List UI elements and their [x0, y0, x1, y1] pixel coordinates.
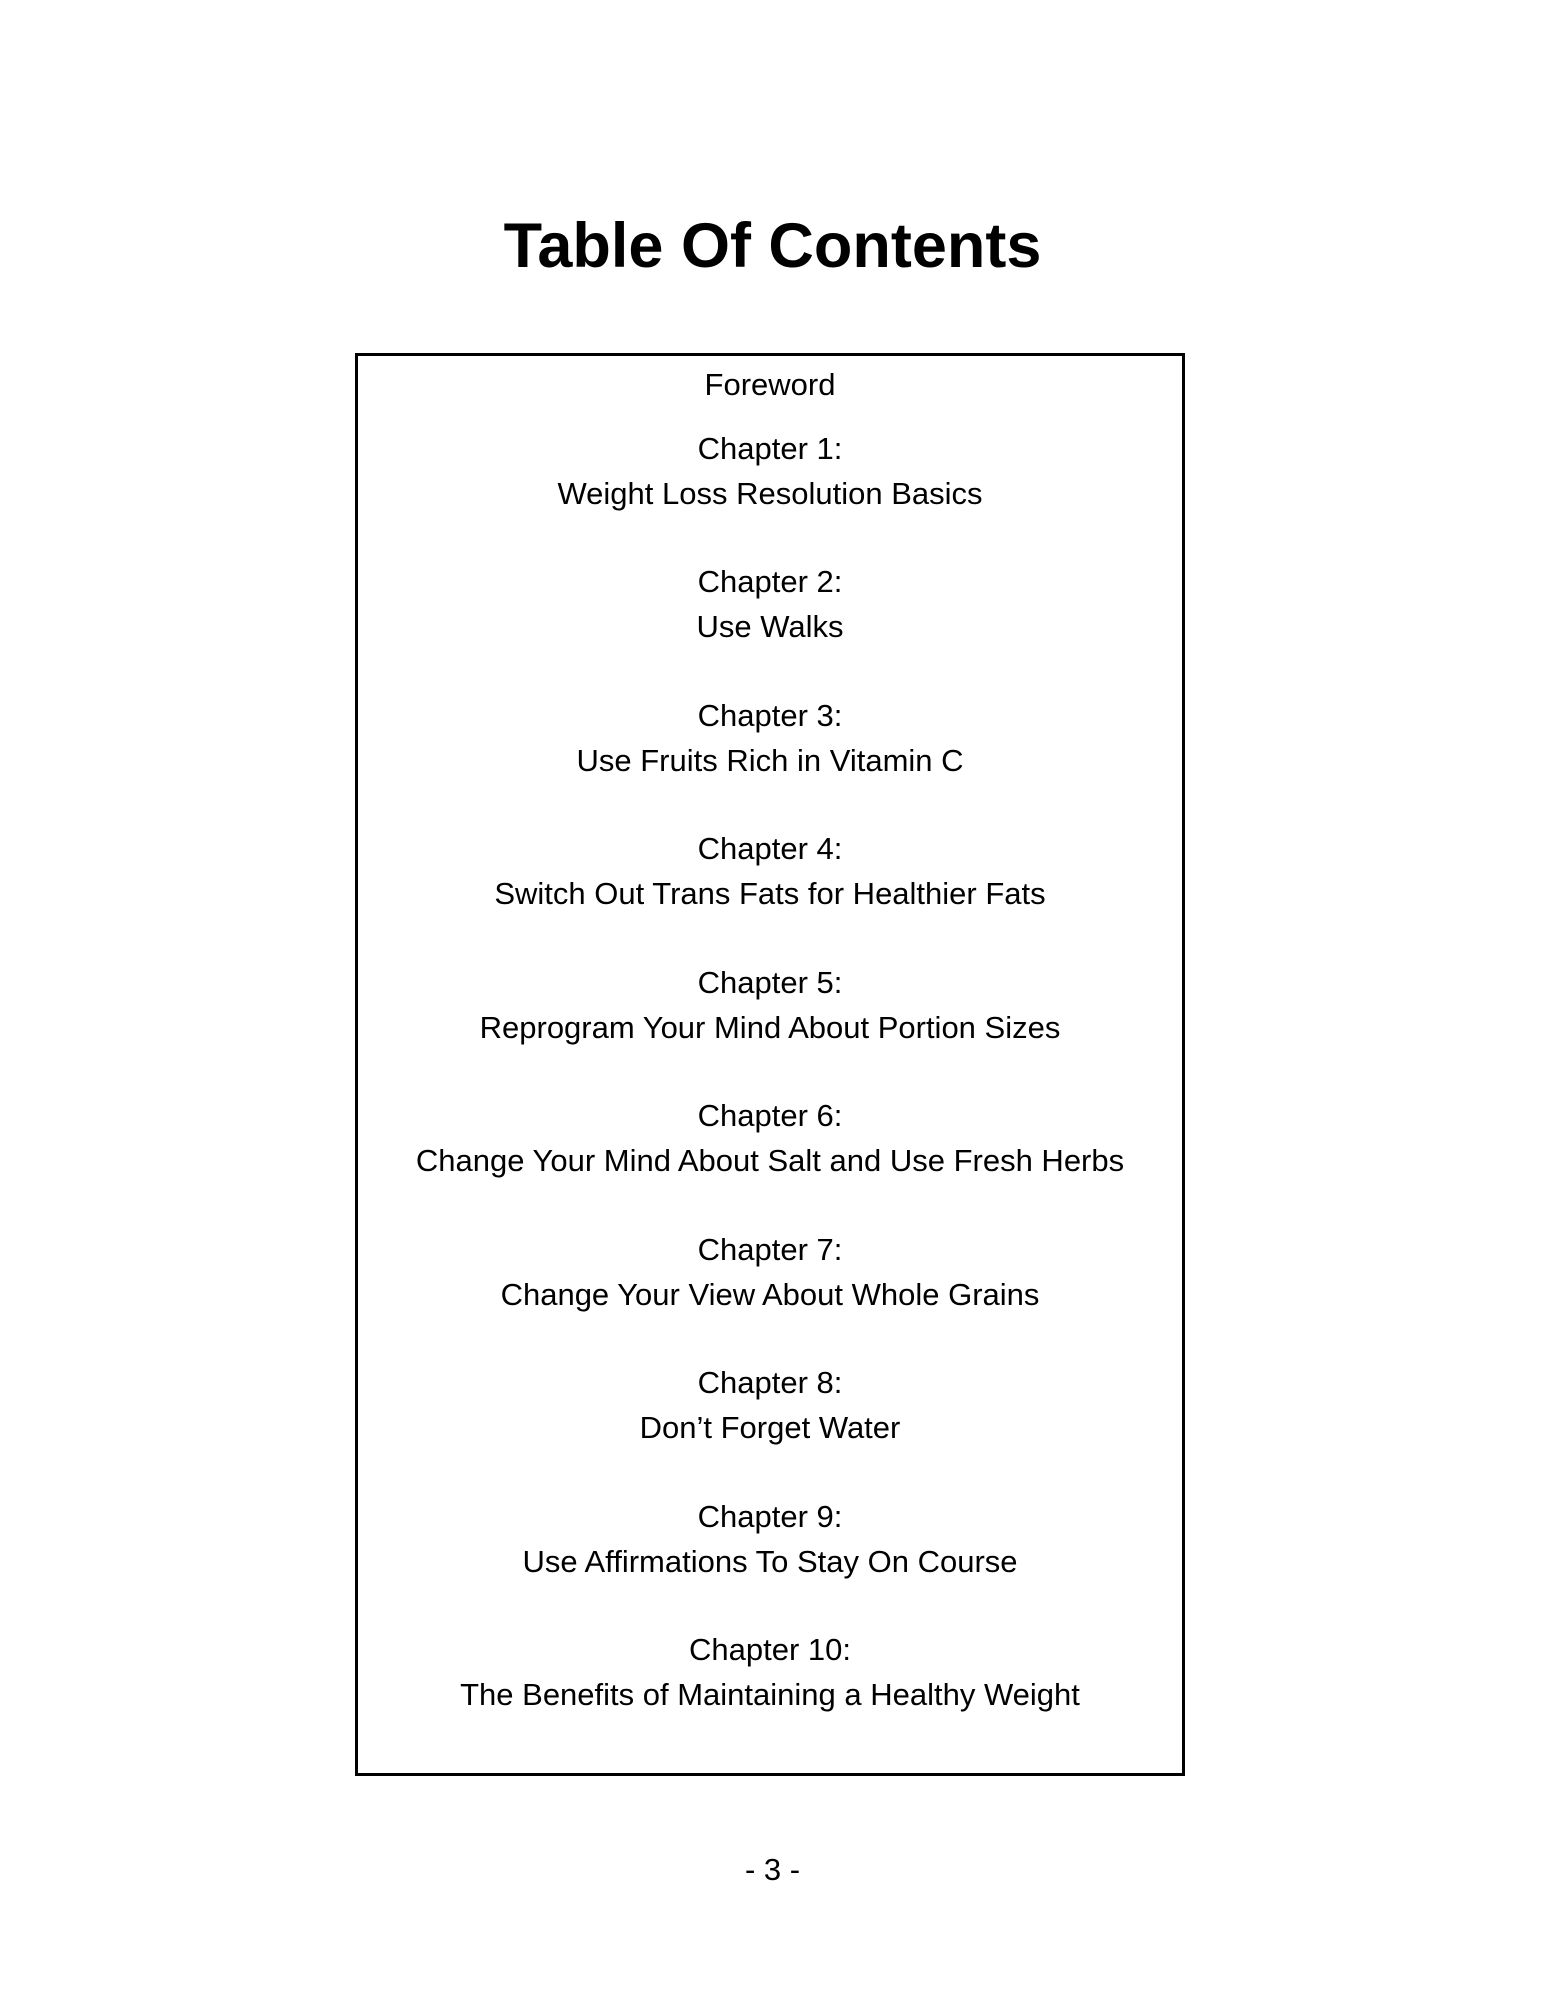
- toc-entry-chapter-10: [358, 1627, 1182, 1717]
- toc-entry-chapter-1: [358, 426, 1182, 516]
- toc-entry-chapter-9: [358, 1494, 1182, 1584]
- chapter-label: Chapter 1:: [697, 431, 843, 466]
- chapter-title: Change Your Mind About Salt and Use Fresh Herbs: [415, 1143, 1125, 1178]
- chapter-title: Weight Loss Resolution Basics: [557, 476, 983, 511]
- chapter-label: Chapter 2:: [697, 564, 843, 599]
- toc-entry-chapter-2: [358, 559, 1182, 649]
- toc-entry-chapter-4: [358, 826, 1182, 916]
- table-of-contents-box: [355, 353, 1185, 1776]
- toc-entry-chapter-5: [358, 960, 1182, 1050]
- chapter-label: Chapter 7:: [697, 1232, 843, 1267]
- chapter-label: Chapter 6:: [697, 1098, 843, 1133]
- chapter-title: Change Your View About Whole Grains: [500, 1277, 1040, 1312]
- toc-entry-chapter-3: [358, 693, 1182, 783]
- chapter-title: Use Fruits Rich in Vitamin C: [576, 743, 964, 778]
- chapter-title: Use Affirmations To Stay On Course: [522, 1544, 1018, 1579]
- chapter-label: Chapter 3:: [697, 698, 843, 733]
- toc-entry-chapter-7: [358, 1227, 1182, 1317]
- chapter-title: The Benefits of Maintaining a Healthy Weight: [460, 1677, 1080, 1712]
- page-title: Table Of Contents: [503, 211, 1042, 281]
- chapter-title: Switch Out Trans Fats for Healthier Fats: [494, 876, 1046, 911]
- chapter-label: Chapter 5:: [697, 965, 843, 1000]
- chapter-label: Chapter 10:: [689, 1632, 851, 1667]
- chapter-label: Chapter 9:: [697, 1499, 843, 1534]
- chapter-label: Chapter 4:: [697, 831, 843, 866]
- page-number: - 3 -: [744, 1852, 801, 1887]
- toc-entry-chapter-8: [358, 1360, 1182, 1450]
- chapter-label: Chapter 8:: [697, 1365, 843, 1400]
- toc-foreword: Foreword: [704, 367, 836, 402]
- chapter-title: Use Walks: [696, 609, 844, 644]
- toc-entry-chapter-6: [358, 1093, 1182, 1183]
- chapter-title: Don’t Forget Water: [639, 1410, 901, 1445]
- chapter-title: Reprogram Your Mind About Portion Sizes: [479, 1010, 1061, 1045]
